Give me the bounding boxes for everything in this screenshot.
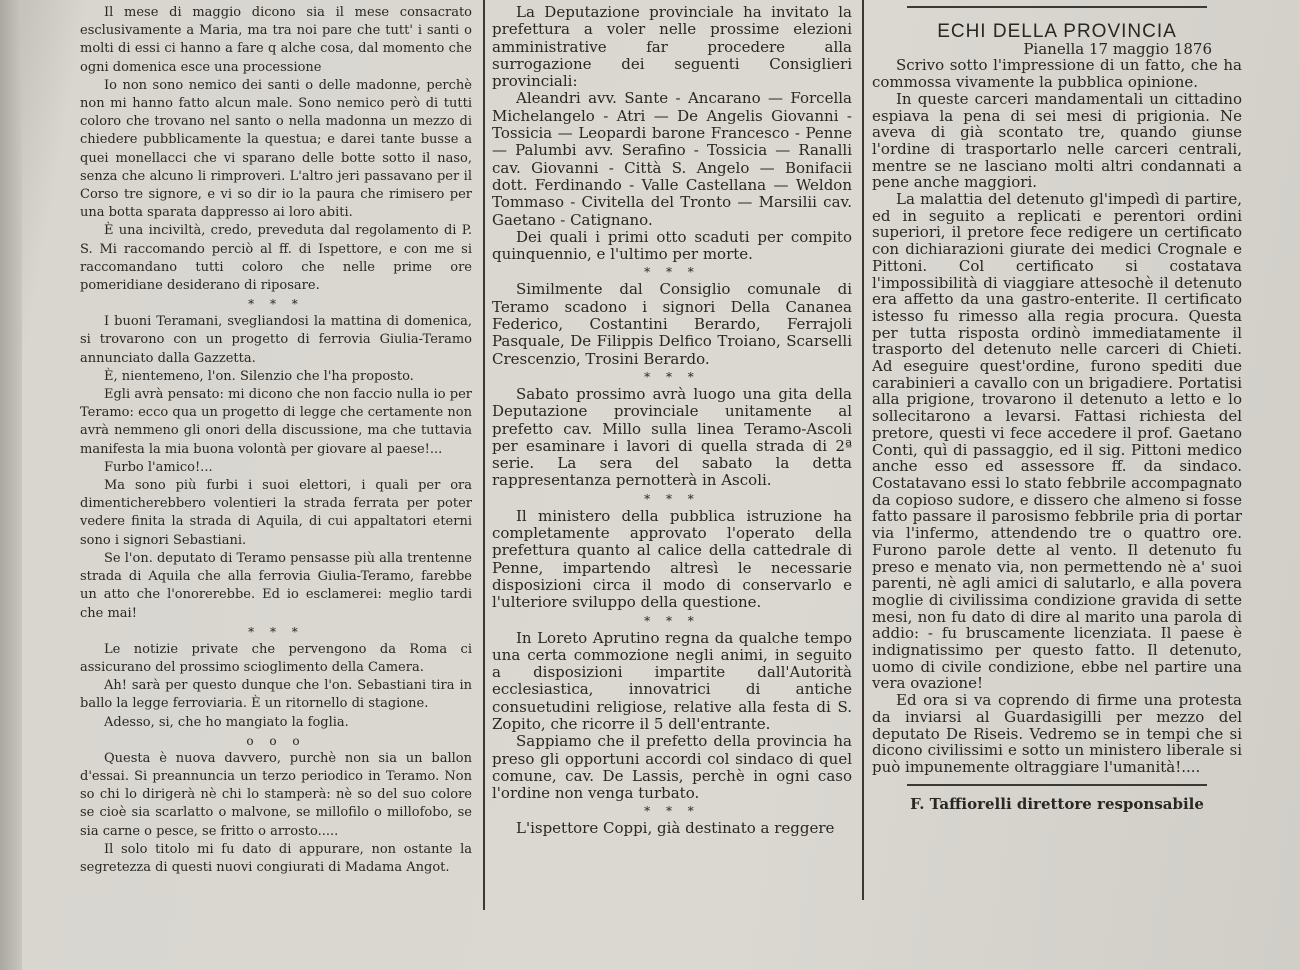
article-paragraph: Ma sono più furbi i suoi elettori, i quali per ora dimenticherebbero volentieri la strada ferrata per poter vedere finita la strada di Aquila, di cui appaltatori eterni sono i signori Sebastiani.	[80, 478, 472, 548]
article-paragraph: È, nientemeno, l'on. Silenzio che l'ha proposto.	[104, 368, 414, 384]
article-paragraph: È una inciviltà, credo, preveduta dal regolamento di P. S. Mi raccomando perciò al ff. di Ispettore, e con me si raccomandano tutti coloro che nelle prime ore pomeridiane desiderano di riposare.	[80, 223, 472, 294]
column-rule	[862, 0, 864, 900]
article-paragraph: Ed ora si va coprendo di firme una protesta da inviarsi al Guardasigilli per mezzo del deputato De Riseis. Vedremo se in tempi che si dicono civilissimi e sotto un ministero liberale si può impunemente oltraggiare l'umanità!....	[872, 691, 1242, 776]
stars-separator: * * *	[644, 491, 700, 506]
article-paragraph: Aleandri avv. Sante - Ancarano — Forcella Michelangelo - Atri — De Angelis Giovanni - Tossicia — Leopardi barone Francesco - Penne — Palumbi avv. Serafino - Tossicia — Ranalli cav. Giovanni - Città S. Angelo — Bonifacii dott. Ferdinando - Valle Castellana — Weldon Tommaso - Civitella del Tronto — Marsilii cav. Gaetano - Catignano.	[492, 89, 852, 229]
stars-separator: * * *	[644, 369, 700, 384]
article-paragraph: Sabato prossimo avrà luogo una gita della Deputazione provinciale unitamente al prefetto cav. Millo sulla linea Teramo-Ascoli per esaminare i lavori di quella strada di 2ª serie. La sera del sabato la detta rappresentanza pernotterà in Ascoli.	[492, 384, 852, 490]
stars-separator: * * *	[644, 265, 700, 280]
article-paragraph: Scrivo sotto l'impressione di un fatto, che ha commossa vivamente la pubblica opinione.	[872, 56, 1242, 92]
article-paragraph: La Deputazione provinciale ha invitato la prefettura a voler nelle prossime elezioni amministrative far procedere alla surrogazione dei seguenti Consiglieri provinciali:	[492, 4, 852, 91]
stars-separator: * * *	[248, 624, 304, 639]
article-paragraph: La malattia del detenuto gl'impedì di partire, ed in seguito a replicati e perentori ordini superiori, il pretore fece redigere un certificato con dichiarazioni giurate dei medici Crognale e Pittoni. Col certificato si costatava l'impossibilità di viaggiare attesochè il detenuto era affetto da una gastro-enterite. Il certificato istesso fu rimesso alla regia procura. Questa per tutta risposta ordinò immediatamente il trasporto del detenuto nelle carceri di Chieti. Ad eseguire quest'ordine, furono spediti due carabinieri a cavallo con un brigadiere. Portatisi alla prigione, trovarono il detenuto a letto e lo sollecitarono a levarsi. Fattasi richiesta del pretore, questi vi fece accedere il prof. Gaetano Conti, quì di passaggio, ed il sig. Pittoni medico anche esso ed assessore ff. da sindaco. Costatavano essi lo stato febbrile accompagnato da copioso sudore, e dissero che almeno si fosse fatto passare il parosismo febbrile pria di portar via l'infermo, attendendo tre o quattro ore. Furono parole dette al vento. Il detenuto fu preso e menato via, non permettendo nè a' suoi parenti, nè agli amici di salutarlo, e alla povera moglie di civilissima condizione gravida di sette mesi, non fu dato di dire al marito una parola di addio: - fu bruscamente licenziata. Il paese è indignatissimo per questo fatto. Il detenuto, uomo di civile condizione, ebbe nel partire una vera ovazione!	[872, 190, 1242, 693]
article-paragraph: L'ispettore Coppi, già destinato a reggere	[516, 819, 835, 838]
column-left	[80, 4, 472, 914]
section-heading: ECHI DELLA PROVINCIA	[937, 21, 1177, 42]
article-paragraph: Furbo l'amico!...	[104, 459, 213, 475]
page-fold-edge	[0, 0, 22, 970]
article-paragraph: Il solo titolo mi fu dato di appurare, non ostante la segretezza di questi nuovi congiurati di Madama Angot.	[80, 841, 472, 875]
stars-separator: * * *	[248, 297, 304, 312]
article-paragraph: Il mese di maggio dicono sia il mese consacrato esclusivamente a Maria, ma tra noi pare che tutt' i santi o molti di essi ci hanno a fare q alche cosa, dal momento che ogni domenica esce una processione	[80, 5, 472, 75]
article-paragraph: In queste carceri mandamentali un cittadino espiava la pena di sei mesi di prigionia. Ne aveva di già scontato tre, quando giunse l'ordine di trasportarlo nelle carceri centrali, mentre se ne lasciano molti altri condannati a pene anche maggiori.	[872, 89, 1242, 192]
column-right	[872, 0, 1242, 880]
article-paragraph: In Loreto Aprutino regna da qualche tempo una certa commozione negli animi, in seguito a disposizioni impartite dall'Autorità ecclesiastica, innovatrici di antiche consuetudini religiose, relative alla festa di S. Zopito, che ricorre il 5 dell'entrante.	[492, 628, 852, 733]
article-paragraph: Questa è nuova davvero, purchè non sia un ballon d'essai. Si preannuncia un terzo periodico in Teramo. Non so chi lo dirigerà nè chi lo stamperà: nè so del suo colore se cioè sia scarlatto o malvone, se millofilo o millofobo, se sia carne o pesce, se fritto o arrosto.....	[80, 750, 472, 839]
column-rule	[483, 0, 485, 910]
heading-rule	[907, 6, 1207, 8]
signature-rule	[907, 784, 1207, 786]
article-paragraph: Il ministero della pubblica istruzione ha completamente approvato l'operato della prefettura quanto al calice della cattedrale di Penne, impartendo altresì le necessarie disposizioni circa il modo di conservarlo e l'ulteriore sviluppo della questione.	[492, 506, 852, 612]
circles-separator: o o o	[246, 733, 306, 748]
article-paragraph: Le notizie private che pervengono da Roma ci assicurano del prossimo scioglimento della Camera.	[80, 641, 472, 675]
stars-separator: * * *	[644, 804, 700, 819]
article-paragraph: Dei quali i primi otto scaduti per compito quinquennio, e l'ultimo per morte.	[492, 227, 852, 264]
article-paragraph: Egli avrà pensato: mi dicono che non faccio nulla io per Teramo: ecco qua un progetto di legge che certamente non avrà nemmeno gli onori della discussione, ma che tuttavia manifesta la mia buona volontà per giovare al paese!...	[80, 387, 472, 457]
signature: F. Taffiorelli direttore responsabile	[910, 794, 1204, 813]
article-paragraph: Se l'on. deputato di Teramo pensasse più alla trentenne strada di Aquila che alla ferrovia Giulia-Teramo, farebbe un atto che l'onorerebbe. Ed io esclamerei: meglio tardi che mai!	[80, 550, 472, 621]
article-paragraph: Adesso, si, che ho mangiato la foglia.	[104, 714, 349, 730]
article-paragraph: Io non sono nemico dei santi o delle madonne, perchè non mi hanno fatto alcun male. Sono nemico però di tutti coloro che trovano nel santo o nella madonna un mezzo di chiedere pubblicamente la questua; e darei tante busse a quei monellacci che vi sparano delle botte sotto il naso, senza che alcuno li rimproveri. L'altro jeri passavano per il Corso tre signore, e vi so dir io la paura che rimisero per una botta sparata dappresso ai loro abiti.	[80, 77, 472, 221]
stars-separator: * * *	[644, 613, 700, 628]
article-paragraph: Similmente dal Consiglio comunale di Teramo scadono i signori Della Cananea Federico, Costantini Berardo, Ferrajoli Pasquale, De Filippis Delfico Troiano, Scarselli Crescenzio, Trosini Berardo.	[492, 280, 852, 368]
article-paragraph: I buoni Teramani, svegliandosi la mattina di domenica, si trovarono con un progetto di ferrovia Giulia-Teramo annunciato dalla Gazzetta.	[80, 314, 472, 366]
column-middle	[492, 4, 852, 894]
article-paragraph: Sappiamo che il prefetto della provincia ha preso gli opportuni accordi col sindaco di quel comune, cav. De Lassis, perchè in ogni caso l'ordine non venga turbato.	[492, 732, 852, 803]
dateline: Pianella 17 maggio 1876	[1023, 39, 1212, 58]
article-paragraph: Ah! sarà per questo dunque che l'on. Sebastiani tira in ballo la legge ferroviaria. È un ritornello di stagione.	[80, 678, 472, 712]
